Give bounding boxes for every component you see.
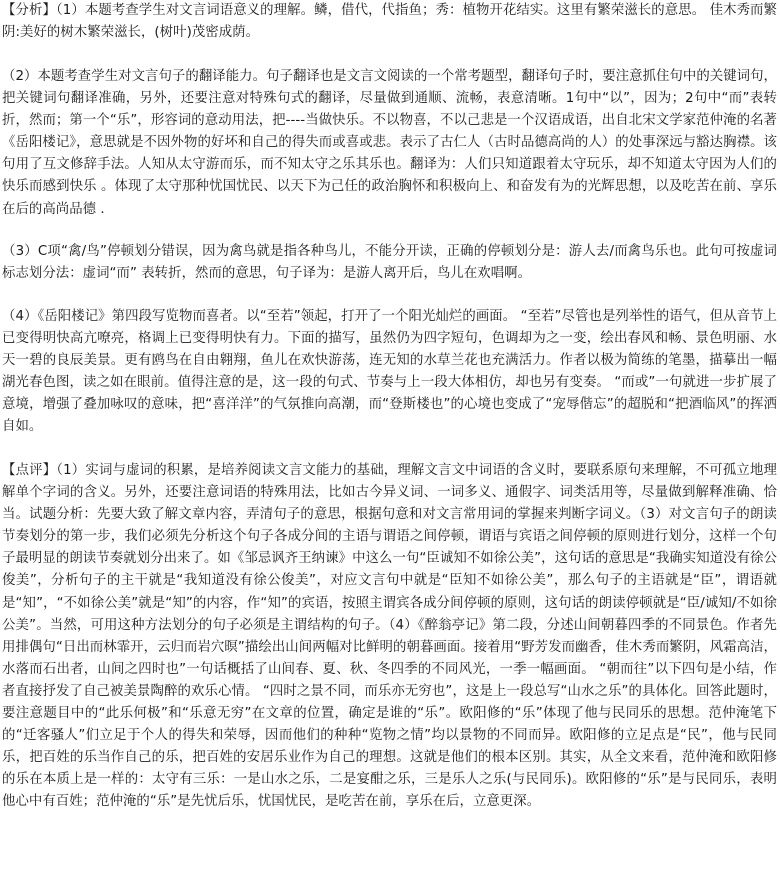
commentary-paragraph: 【点评】（1）实词与虚词的积累，是培养阅读文言文能力的基础，理解文言文中词语的含义时，要联系原句来理解，不可孤立地理解单个字词的含义。另外，还要注意词语的特殊用法，比如古今异义词、一词多义、通假字、词类活用等，尽量做到解释准确、恰当。试题分析：先要大致了解文章内容，弄清句子的意思，根据句意和对文言常用词的掌握来判断字词义。（3）对文言句子的朗读节奏划分的第一步，我们必须先分析这个句子各成分间的主语与谓语之间停顿，谓语与宾语之间停顿的原则进行划分，这样一个句子最明显的朗读节奏就划分出来了。如《邹忌讽齐王纳谏》中这么一句“臣诚知不如徐公美”，这句话的意思是“我确实知道没有徐公俊美”，分析句子的主干就是“我知道没有徐公俊美”，对应文言句中就是“臣知不如徐公美”，那么句子的主语就是“臣”，谓语就是“知”，“不如徐公美”就是“知”的内容，作“知”的宾语，按照主谓宾各成分间停顿的原则，这句话的朗读停顿就是“臣/诚知/不如徐公美”。当然，可用这种方法划分的句子必须是主谓结构的句子。（4）《醉翁亭记》第二段，分述山间朝暮四季的不同景色。作者先用排偶句“日出而林霏开，云归而岩穴暝”描绘出山间两幅对比鲜明的朝暮画面。接着用“野芳发而幽香，佳木秀而繁阴，风霜高洁，水落而石出者，山间之四时也”一句话概括了山间春、夏、秋、冬四季的不同风光，一季一幅画面。 “朝而往”以下四句是小结，作者直接抒发了自己被美景陶醉的欢乐心情。 “四时之景不同，而乐亦无穷也”，这是上一段总写“山水之乐”的具体化。回答此题时，要注意题目中的“此乐何极”和“乐意无穷”在文章的位置，确定是谁的“乐”。欧阳修的“乐”体现了他与民同乐的思想。范仲淹笔下的“迁客骚人”们立足于个人的得失和荣辱，因而他们的种种“览物之情”均以景物的不同而异。欧阳修的立足点是“民”，他与民同乐，把百姓的乐当作自己的乐，把百姓的安居乐业作为自己的理想。这就是他们的根本区别。其实，从全文来看，范仲淹和欧阳修的乐在本质上是一样的：太守有三乐：一是山水之乐，二是宴酣之乐，三是乐人之乐(与民同乐)。欧阳修的“乐”是与民同乐，表明他心中有百姓；范仲淹的“乐”是先忧后乐，忧国忧民，是吃苦在前，享乐在后，立意更深。 [2, 463, 777, 810]
analysis-paragraph-4: （4）《岳阳楼记》第四段写览物而喜者。以“至若”领起，打开了一个阳光灿烂的画面。 “至若”尽管也是列举性的语气，但从音节上已变得明快高亢嘹亮，格调上已变得明快有力。下面的描写，虽然仍为四字短句，色调却为之一变，绘出春风和畅、景色明丽、水天一碧的良辰美景。更有鸥鸟在自由翱翔，鱼儿在欢快游荡，连无知的水草兰花也充满活力。作者以极为简练的笔墨，描摹出一幅湖光春色图，读之如在眼前。值得注意的是，这一段的句式、节奏与上一段大体相仿，却也另有变奏。 “而或”一句就进一步扩展了意境，增强了叠加咏叹的意味，把“喜洋洋”的气氛推向高潮，而“登斯楼也”的心境也变成了“宠辱偕忘”的超脱和“把酒临风”的挥洒自如。 [2, 309, 777, 435]
analysis-paragraph-1: 【分析】（1）本题考查学生对文言词语意义的理解。鳞，借代，代指鱼；秀：植物开花结实。这里有繁荣滋长的意思。 佳木秀而繁阴:美好的树木繁荣滋长，(树叶)茂密成荫。 [2, 3, 777, 41]
analysis-paragraph-3: （3）C项“禽/鸟”停顿划分错误，因为禽鸟就是指各种鸟儿，不能分开读，正确的停顿划分是：游人去/而禽鸟乐也。此句可按虚词标志划分法：虚词“而” 表转折，然而的意思，句子译为：是游人离开后，鸟儿在欢唱啊。 [2, 244, 777, 282]
analysis-paragraph-2: （2）本题考查学生对文言句子的翻译能力。句子翻译也是文言文阅读的一个常考题型，翻译句子时，要注意抓住句中的关键词句，把关键词句翻译准确，另外，还要注意对特殊句式的翻译，尽量做到通顺、流畅，表意清晰。1句中“以”，因为；2句中“而”表转折，然而；第一个“乐”，形容词的意动用法，把----当做快乐。不以物喜，不以己悲是一个汉语成语，出自北宋文学家范仲淹的名著《岳阳楼记》，意思就是不因外物的好坏和自己的得失而或喜或悲。表示了古仁人（古时品德高尚的人）的处事深远与豁达胸襟。该句用了互文修辞手法。人知从太守游而乐，而不知太守之乐其乐也。翻译为：人们只知道跟着太守玩乐，却不知道太守因为人们的快乐而感到快乐 。体现了太守那种忧国忧民、以天下为己任的政治胸怀和积极向上、和奋发有为的光辉思想，以及吃苦在前、享乐在后的高尚品德 . [2, 69, 777, 217]
